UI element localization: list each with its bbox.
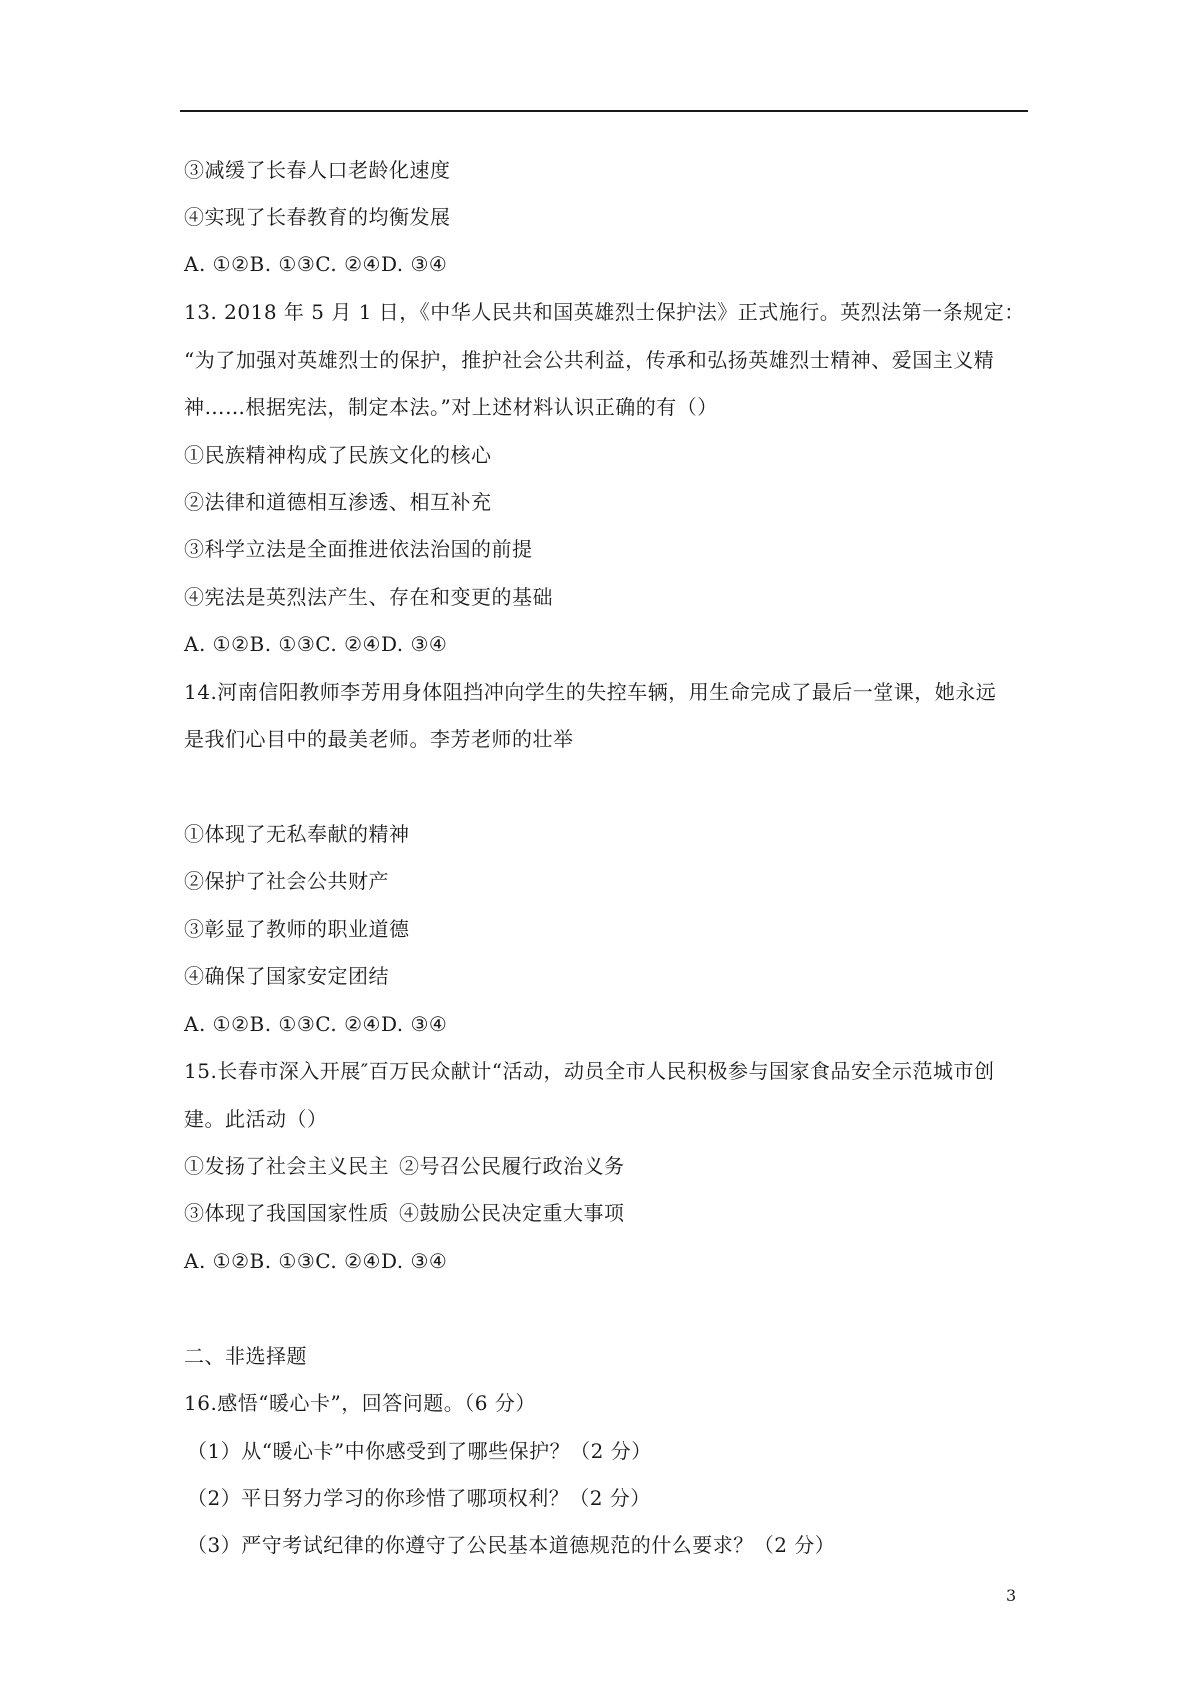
question-15-text: 15.长春市深入开展″百万民众献计“活动，动员全市人民积极参与国家食品安全示范城市创 — [184, 1059, 995, 1083]
option-line: ③科学立法是全面推进依法治国的前提 — [184, 537, 533, 561]
sub-question: （3）严守考试纪律的你遵守了公民基本道德规范的什么要求？（2 分） — [187, 1533, 836, 1557]
sub-question: （1）从“暖心卡”中你感受到了哪些保护？（2 分） — [187, 1439, 652, 1463]
option-line: ②保护了社会公共财产 — [184, 869, 389, 893]
option-line: ②法律和道德相互渗透、相互补充 — [184, 490, 492, 514]
option-line: ④宪法是英烈法产生、存在和变更的基础 — [184, 585, 553, 609]
option-line: ①体现了无私奉献的精神 — [184, 822, 410, 846]
option-row — [184, 1152, 625, 1180]
option-item: ②号召公民履行政治义务 — [399, 1154, 625, 1178]
question-15-text: 建。此活动（） — [184, 1107, 328, 1131]
header-rule — [180, 110, 1028, 112]
option-item: ③体现了我国国家性质 — [184, 1201, 389, 1225]
answer-choices: A. ①②B. ①③C. ②④D. ③④ — [184, 1012, 448, 1036]
question-13-text: “为了加强对英雄烈士的保护，推护社会公共利益，传承和弘扬英雄烈士精神、爱国主义精 — [184, 348, 995, 372]
option-line: ④确保了国家安定团结 — [184, 964, 389, 988]
answer-choices: A. ①②B. ①③C. ②④D. ③④ — [184, 632, 448, 656]
option-line: ③彰显了教师的职业道德 — [184, 917, 410, 941]
question-16-text: 16.感悟“暖心卡”，回答问题。（6 分） — [184, 1391, 536, 1415]
section-heading: 二、非选择题 — [184, 1344, 307, 1368]
option-line: ①民族精神构成了民族文化的核心 — [184, 443, 492, 467]
option-item: ④鼓励公民决定重大事项 — [399, 1201, 625, 1225]
sub-question: （2）平日努力学习的你珍惜了哪项权利？（2 分） — [187, 1486, 651, 1510]
option-line: ③减缓了长春人口老龄化速度 — [184, 158, 451, 182]
option-item: ①发扬了社会主义民主 — [184, 1154, 389, 1178]
question-14-text: 是我们心目中的最美老师。李芳老师的壮举 — [184, 727, 574, 751]
option-row — [184, 1199, 625, 1227]
page-number: 3 — [1006, 1586, 1017, 1605]
option-line: ④实现了长春教育的均衡发展 — [184, 205, 451, 229]
question-14-text: 14.河南信阳教师李芳用身体阻挡冲向学生的失控车辆，用生命完成了最后一堂课，她永远 — [184, 680, 997, 704]
answer-choices: A. ①②B. ①③C. ②④D. ③④ — [184, 1249, 448, 1273]
answer-choices: A. ①②B. ①③C. ②④D. ③④ — [184, 252, 448, 276]
question-13-text: 神……根据宪法，制定本法。”对上述材料认识正确的有（） — [184, 395, 718, 419]
question-13-text: 13. 2018 年 5 月 1 日，《中华人民共和国英雄烈士保护法》正式施行。英烈法第一条规定： — [184, 300, 1025, 324]
